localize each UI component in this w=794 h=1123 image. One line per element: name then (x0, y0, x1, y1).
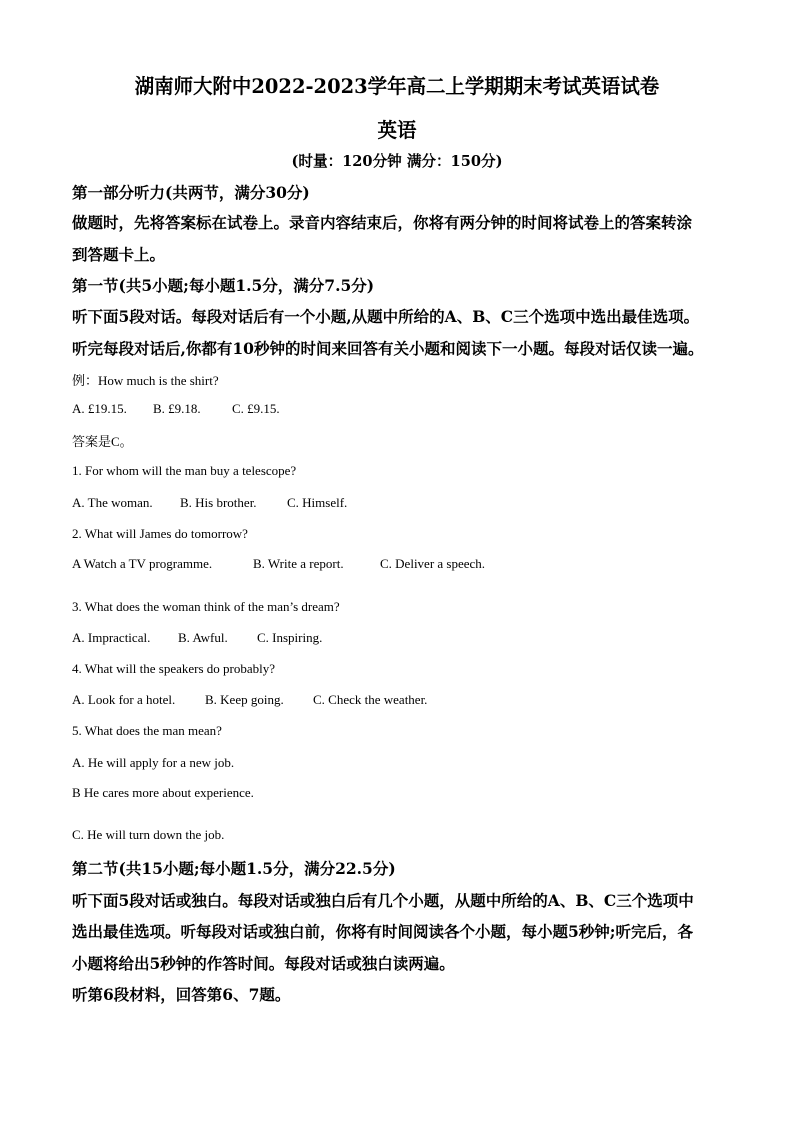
question-4-options (72, 692, 427, 708)
option-a: A. £19.15. (72, 401, 127, 416)
section1-instruction-line2: 听完每段对话后,你都有10秒钟的时间来回答有关小题和阅读下一小题。每段对话仅读一遍。 (72, 339, 704, 358)
example-question: 例：How much is the shirt? (72, 373, 219, 388)
section1-instruction-line1: 听下面5段对话。每段对话后有一个小题,从题中所给的A、B、C三个选项中选出最佳选项。 (72, 307, 700, 326)
option-a: A. Impractical. (72, 630, 151, 645)
question-5-option-a: A. He will apply for a new job. (72, 755, 235, 770)
option-a: A. The woman. (72, 495, 153, 510)
time-score-line: (时量：120分钟 满分：150分) (291, 152, 503, 170)
exam-title: 湖南师大附中2022-2023学年高二上学期期末考试英语试卷 (134, 74, 660, 98)
section2-instruction-line2: 选出最佳选项。听每段对话或独白前，你将有时间阅读各个小题，每小题5秒钟;听完后，各 (72, 922, 694, 941)
option-c: C. Inspiring. (257, 630, 323, 645)
question-2-options (72, 556, 485, 572)
question-3: 3. What does the woman think of the man’s dream? (72, 599, 340, 614)
question-2: 2. What will James do tomorrow? (72, 526, 248, 541)
option-c: C. Himself. (287, 495, 348, 510)
part1-instruction-line2: 到答题卡上。 (72, 245, 166, 264)
section2-instruction-line1: 听下面5段对话或独白。每段对话或独白后有几个小题，从题中所给的A、B、C三个选项中 (72, 891, 694, 910)
option-b: B. Write a report. (253, 556, 344, 571)
material-6-instruction: 听第6段材料，回答第6、7题。 (72, 985, 291, 1004)
example-options (72, 401, 280, 417)
question-5: 5. What does the man mean? (72, 723, 222, 738)
section1-heading: 第一节(共5小题;每小题1.5分，满分7.5分) (72, 276, 375, 295)
option-a: A. Look for a hotel. (72, 692, 176, 707)
option-c: C. Check the weather. (313, 692, 428, 707)
option-b: B. Awful. (178, 630, 228, 645)
option-b: B. £9.18. (153, 401, 201, 416)
example-answer: 答案是C。 (72, 434, 133, 449)
option-c: C. Deliver a speech. (380, 556, 486, 571)
question-5-option-c: C. He will turn down the job. (72, 827, 225, 842)
option-c: C. £9.15. (232, 401, 280, 416)
option-b: B. Keep going. (205, 692, 284, 707)
subject-title: 英语 (377, 118, 417, 142)
question-5-option-b: B He cares more about experience. (72, 785, 254, 800)
option-b: B. His brother. (180, 495, 257, 510)
question-1: 1. For whom will the man buy a telescope? (72, 463, 297, 478)
option-a: A Watch a TV programme. (72, 556, 213, 571)
section2-instruction-line3: 小题将给出5秒钟的作答时间。每段对话或独白读两遍。 (72, 954, 455, 973)
question-1-options (72, 495, 347, 511)
question-4: 4. What will the speakers do probably? (72, 661, 276, 676)
part1-instruction-line1: 做题时，先将答案标在试卷上。录音内容结束后，你将有两分钟的时间将试卷上的答案转涂 (72, 213, 693, 232)
question-3-options (72, 630, 322, 646)
part1-heading: 第一部分听力(共两节，满分30分) (72, 183, 310, 202)
section2-heading: 第二节(共15小题;每小题1.5分，满分22.5分) (72, 859, 396, 878)
